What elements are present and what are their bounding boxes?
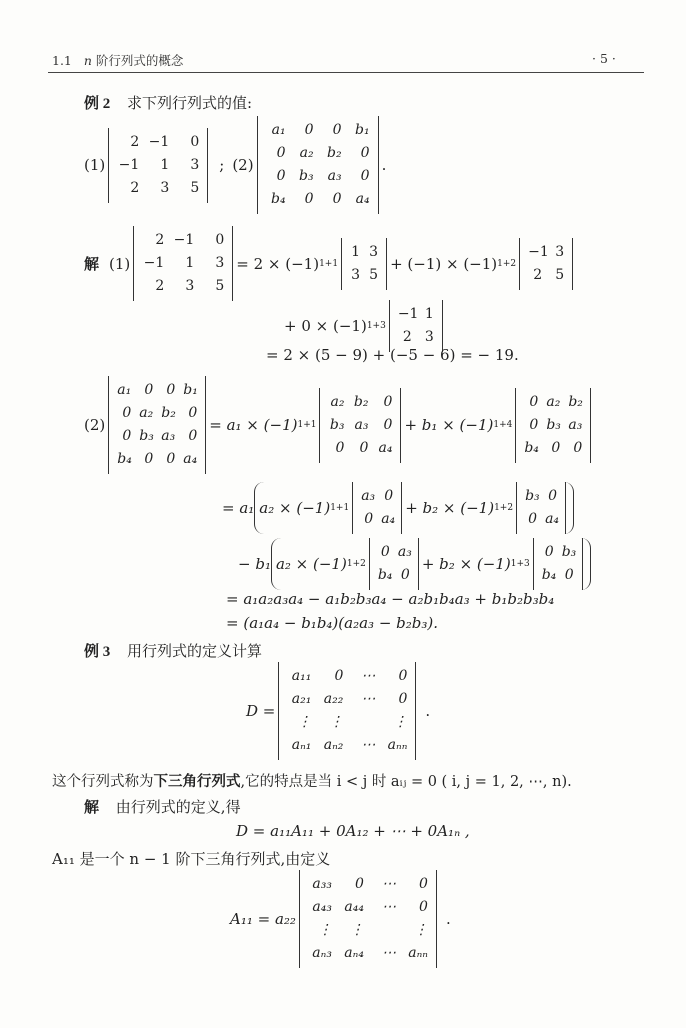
matrix-cell: 0 bbox=[529, 393, 539, 410]
matrix-cell: 0 bbox=[355, 876, 364, 892]
matrix-cell: 5 bbox=[190, 179, 200, 196]
matrix-cell: 5 bbox=[215, 278, 225, 294]
matrix-cell: 0 bbox=[122, 428, 132, 444]
matrix-cell: aₙₙ bbox=[387, 737, 408, 753]
matrix-cell: a₄₃ bbox=[312, 899, 332, 915]
A11-label: A₁₁ = a₂₂ bbox=[230, 910, 296, 928]
matrix-cell: a₃ bbox=[568, 416, 583, 433]
matrix-cell: b₃ bbox=[546, 416, 561, 433]
determinant-A11 bbox=[230, 870, 451, 968]
matrix-cell: 0 bbox=[384, 488, 394, 504]
matrix-cell: ⋮ bbox=[317, 922, 332, 938]
expr-r2b: a₂ × (−1) bbox=[275, 555, 347, 573]
matrix-s4a bbox=[352, 482, 402, 534]
matrix-cell: aₙ₄ bbox=[344, 945, 364, 961]
matrix-m1 bbox=[108, 128, 208, 203]
matrix-cell: a₂ bbox=[139, 405, 154, 421]
sup-11b: 1+1 bbox=[297, 420, 317, 430]
expr-e2a: = a₁ × (−1) bbox=[209, 416, 298, 434]
matrix-cell: 2 bbox=[402, 329, 412, 345]
matrix-cell: 0 bbox=[359, 439, 369, 456]
section-number: 1.1 bbox=[52, 53, 72, 68]
matrix-s3b bbox=[515, 388, 591, 463]
example-3-label: 例 3 bbox=[84, 644, 111, 660]
matrix-cell: 0 bbox=[188, 405, 198, 421]
matrix-cell bbox=[368, 919, 400, 942]
matrix-cell: 0 bbox=[144, 382, 154, 398]
sup-12b: 1+2 bbox=[494, 503, 514, 513]
matrix-cell: 0 bbox=[332, 191, 342, 207]
matrix-cell: aₙₙ bbox=[408, 945, 428, 961]
end-dot: . bbox=[381, 156, 387, 174]
matrix-cell: b₁ bbox=[183, 382, 198, 398]
sup-11: 1+1 bbox=[319, 258, 339, 269]
matrix-cell: 0 bbox=[304, 191, 314, 207]
expr-l2: + 0 × (−1) bbox=[284, 317, 367, 335]
matrix-cell: 1 bbox=[160, 156, 170, 173]
matrix-cell: 0 bbox=[276, 145, 286, 161]
matrix-cell: b₃ bbox=[139, 428, 154, 444]
matrix-cell: 0 bbox=[166, 382, 176, 398]
expr-l1b: + (−1) × (−1) bbox=[390, 254, 498, 273]
end-dot-A: . bbox=[445, 910, 451, 928]
matrix-s4b bbox=[516, 482, 566, 534]
page-number: · 5 · bbox=[592, 51, 616, 66]
expr-l1a: = 2 × (−1) bbox=[236, 254, 320, 273]
matrix-cell: a₄ bbox=[545, 511, 560, 527]
expr-r1b: a₂ × (−1) bbox=[259, 499, 331, 517]
matrix-cell: b₂ bbox=[353, 393, 369, 410]
matrix-cell: 0 bbox=[215, 232, 225, 248]
n-symbol: n bbox=[83, 53, 92, 68]
matrix-cell: ⋯ bbox=[381, 945, 396, 961]
matrix-cell: 0 bbox=[380, 544, 390, 560]
matrix-cell: a₃ bbox=[354, 416, 369, 433]
matrix-cell: 2 bbox=[130, 133, 140, 150]
end-dot-D: . bbox=[425, 702, 431, 720]
matrix-cell: 5 bbox=[369, 266, 379, 283]
solution-3-text: 由行列式的定义,得 bbox=[115, 798, 241, 816]
matrix-cell: −1 bbox=[148, 133, 170, 150]
matrix-cell: −1 bbox=[397, 306, 419, 322]
matrix-cell: ⋯ bbox=[381, 876, 396, 892]
sup-11c: 1+1 bbox=[330, 503, 350, 513]
matrix-cell: a₃ bbox=[397, 544, 412, 560]
matrix-cell: 3 bbox=[351, 266, 361, 283]
matrix-cell: 2 bbox=[533, 266, 543, 283]
matrix-cell: a₃ bbox=[327, 168, 342, 184]
matrix-cell: 2 bbox=[130, 179, 140, 196]
matrix-cell: a₂₂ bbox=[323, 691, 344, 707]
matrix-cell: 0 bbox=[544, 544, 554, 560]
matrix-cell: 3 bbox=[424, 329, 434, 345]
matrix-m2 bbox=[257, 116, 379, 214]
matrix-cell: a₁ bbox=[117, 382, 132, 398]
matrix-D bbox=[278, 662, 416, 760]
matrix-cell: 0 bbox=[528, 511, 538, 527]
matrix-cell: a₂ bbox=[330, 393, 345, 410]
matrix-s2a bbox=[341, 238, 387, 290]
matrix-cell: 1 bbox=[185, 255, 195, 271]
example-3-text: 用行列式的定义计算 bbox=[127, 642, 263, 660]
determinant-D bbox=[246, 662, 430, 760]
paren-group-2 bbox=[271, 538, 591, 590]
matrix-cell: 2 bbox=[155, 232, 165, 248]
example-3-solution bbox=[84, 796, 241, 817]
matrix-cell: 3 bbox=[190, 156, 200, 173]
example-2-label: 例 2 bbox=[84, 96, 111, 112]
matrix-cell: 0 bbox=[144, 451, 154, 467]
matrix-cell: ⋯ bbox=[361, 737, 376, 753]
matrix-cell: 0 bbox=[398, 691, 408, 707]
matrix-cell: b₃ bbox=[525, 488, 540, 504]
matrix-cell: 0 bbox=[335, 439, 345, 456]
desc-2: ,它的特点是当 i < j 时 aᵢⱼ = 0 ( i, j = 1, 2, ⋯, n). bbox=[240, 774, 572, 790]
matrix-cell: b₃ bbox=[329, 416, 345, 433]
matrix-cell: b₂ bbox=[326, 145, 342, 161]
sup-12c: 1+2 bbox=[346, 559, 366, 569]
problem-1-label: (1) bbox=[84, 156, 106, 174]
matrix-cell: a₃ bbox=[361, 488, 376, 504]
matrix-cell: a₂₁ bbox=[291, 691, 312, 707]
matrix-cell: 0 bbox=[166, 451, 176, 467]
matrix-cell: 0 bbox=[383, 393, 393, 410]
matrix-cell: a₄ bbox=[381, 511, 396, 527]
matrix-cell bbox=[347, 711, 379, 734]
matrix-cell: b₃ bbox=[298, 168, 314, 184]
paren-group-1 bbox=[254, 482, 574, 534]
matrix-cell: b₄ bbox=[524, 439, 539, 456]
matrix-A11 bbox=[299, 870, 437, 968]
expr-r2a: − b₁ bbox=[238, 555, 271, 573]
matrix-cell: 3 bbox=[160, 179, 170, 196]
matrix-cell: 0 bbox=[360, 168, 370, 184]
example-3-heading bbox=[84, 640, 262, 661]
matrix-cell: a₂ bbox=[546, 393, 561, 410]
solution-1-line2 bbox=[284, 300, 446, 352]
matrix-cell: b₄ bbox=[117, 451, 132, 467]
D-expansion: D = a₁₁A₁₁ + 0A₁₂ + ⋯ + 0A₁ₙ , bbox=[236, 822, 470, 840]
example-2-heading bbox=[84, 92, 252, 113]
matrix-cell: 2 bbox=[155, 278, 165, 294]
separator: ; bbox=[219, 156, 225, 174]
matrix-cell: 0 bbox=[398, 668, 408, 684]
expr-r2c: + b₂ × (−1) bbox=[421, 555, 511, 573]
matrix-cell: ⋯ bbox=[381, 899, 396, 915]
sup-14: 1+4 bbox=[493, 420, 513, 430]
matrix-cell: 0 bbox=[419, 876, 428, 892]
matrix-s3 bbox=[108, 376, 206, 474]
matrix-s2b bbox=[519, 238, 573, 290]
matrix-cell: a₃ bbox=[161, 428, 176, 444]
matrix-cell: 0 bbox=[364, 511, 374, 527]
desc-bold: 下三角行列式 bbox=[153, 773, 241, 790]
solution-2-line2 bbox=[222, 482, 574, 534]
sup-13b: 1+3 bbox=[510, 559, 530, 569]
matrix-s1 bbox=[133, 226, 233, 301]
matrix-cell: b₄ bbox=[270, 191, 286, 207]
matrix-cell: 1 bbox=[424, 306, 434, 322]
matrix-cell: 0 bbox=[529, 416, 539, 433]
solution-2-line1 bbox=[84, 376, 594, 474]
matrix-cell: 3 bbox=[369, 243, 379, 260]
matrix-cell: b₃ bbox=[561, 544, 577, 560]
solution-1-label: (1) bbox=[109, 254, 131, 273]
solution-2-result: = (a₁a₄ − b₁b₄)(a₂a₃ − b₂b₃). bbox=[226, 614, 439, 632]
matrix-cell: a₄ bbox=[378, 439, 393, 456]
matrix-s5a bbox=[369, 538, 419, 590]
matrix-cell: ⋯ bbox=[361, 668, 376, 684]
matrix-cell: ⋯ bbox=[361, 691, 376, 707]
solution-2-label: (2) bbox=[84, 416, 106, 434]
matrix-cell: ⋮ bbox=[297, 714, 312, 730]
matrix-cell: a₃₃ bbox=[312, 876, 332, 892]
running-header bbox=[52, 51, 183, 69]
matrix-cell: a₁ bbox=[271, 122, 286, 138]
section-title: 阶行列式的概念 bbox=[95, 53, 184, 68]
solution-1-line1 bbox=[84, 226, 576, 301]
solution-1-result: = 2 × (5 − 9) + (−5 − 6) = − 19. bbox=[266, 346, 519, 364]
example-2-text: 求下列行列式的值: bbox=[127, 94, 253, 112]
matrix-s3a bbox=[319, 388, 401, 463]
matrix-cell: 5 bbox=[555, 266, 565, 283]
matrix-cell: 3 bbox=[555, 243, 565, 260]
A11-desc: A₁₁ 是一个 n − 1 阶下三角行列式,由定义 bbox=[52, 850, 331, 868]
matrix-cell: a₂ bbox=[299, 145, 314, 161]
matrix-cell: 0 bbox=[188, 428, 198, 444]
matrix-cell: b₁ bbox=[354, 122, 370, 138]
matrix-cell: −1 bbox=[528, 243, 549, 260]
matrix-cell: 0 bbox=[573, 439, 583, 456]
solution-label: 解 bbox=[84, 257, 100, 273]
expr-r1c: + b₂ × (−1) bbox=[405, 499, 495, 517]
matrix-s5b bbox=[533, 538, 583, 590]
problem-2-label: (2) bbox=[232, 156, 254, 174]
matrix-cell: aₙ₂ bbox=[323, 737, 344, 753]
matrix-cell: b₂ bbox=[568, 393, 583, 410]
expr-e2b: + b₁ × (−1) bbox=[404, 416, 494, 434]
solution-2-expansion: = a₁a₂a₃a₄ − a₁b₂b₃a₄ − a₂b₁b₄a₃ + b₁b₂b₃b₄ bbox=[226, 590, 555, 608]
header-rule bbox=[48, 72, 644, 73]
matrix-cell: −1 bbox=[118, 156, 140, 173]
sup-12: 1+2 bbox=[497, 258, 517, 269]
matrix-cell: a₁₁ bbox=[291, 668, 312, 684]
expr-r1a: = a₁ bbox=[222, 499, 255, 517]
matrix-cell: aₙ₁ bbox=[291, 737, 312, 753]
matrix-s2c bbox=[389, 300, 443, 352]
matrix-cell: −1 bbox=[143, 255, 165, 271]
matrix-cell: 3 bbox=[215, 255, 225, 271]
matrix-cell: ⋮ bbox=[413, 922, 428, 938]
matrix-cell: ⋮ bbox=[329, 714, 344, 730]
matrix-cell: 0 bbox=[334, 668, 344, 684]
matrix-cell: b₂ bbox=[161, 405, 176, 421]
matrix-cell: 0 bbox=[304, 122, 314, 138]
matrix-cell: 0 bbox=[400, 567, 410, 583]
matrix-cell: aₙ₃ bbox=[312, 945, 332, 961]
lower-triangular-desc bbox=[52, 770, 572, 791]
matrix-cell: b₄ bbox=[541, 567, 557, 583]
example-2-problems bbox=[84, 116, 386, 214]
matrix-cell: 1 bbox=[351, 243, 361, 260]
sup-13: 1+3 bbox=[366, 321, 386, 331]
D-label: D = bbox=[246, 702, 276, 720]
matrix-cell: 0 bbox=[548, 488, 558, 504]
matrix-cell: 3 bbox=[185, 278, 195, 294]
matrix-cell: 0 bbox=[276, 168, 286, 184]
matrix-cell: 0 bbox=[360, 145, 370, 161]
matrix-cell: 0 bbox=[383, 416, 393, 433]
matrix-cell: ⋮ bbox=[393, 714, 408, 730]
solution-3-label: 解 bbox=[84, 800, 100, 816]
matrix-cell: a₄ bbox=[355, 191, 370, 207]
matrix-cell: ⋮ bbox=[349, 922, 364, 938]
matrix-cell: 0 bbox=[122, 405, 132, 421]
matrix-cell: b₄ bbox=[377, 567, 393, 583]
matrix-cell: 0 bbox=[332, 122, 342, 138]
matrix-cell: 0 bbox=[419, 899, 428, 915]
matrix-cell: 0 bbox=[190, 133, 200, 150]
matrix-cell: −1 bbox=[173, 232, 195, 248]
matrix-cell: a₄ bbox=[183, 451, 198, 467]
matrix-cell: a₄₄ bbox=[344, 899, 364, 915]
matrix-cell: 0 bbox=[551, 439, 561, 456]
solution-2-line3 bbox=[238, 538, 591, 590]
desc-1: 这个行列式称为 bbox=[52, 774, 154, 790]
matrix-cell: 0 bbox=[564, 567, 574, 583]
